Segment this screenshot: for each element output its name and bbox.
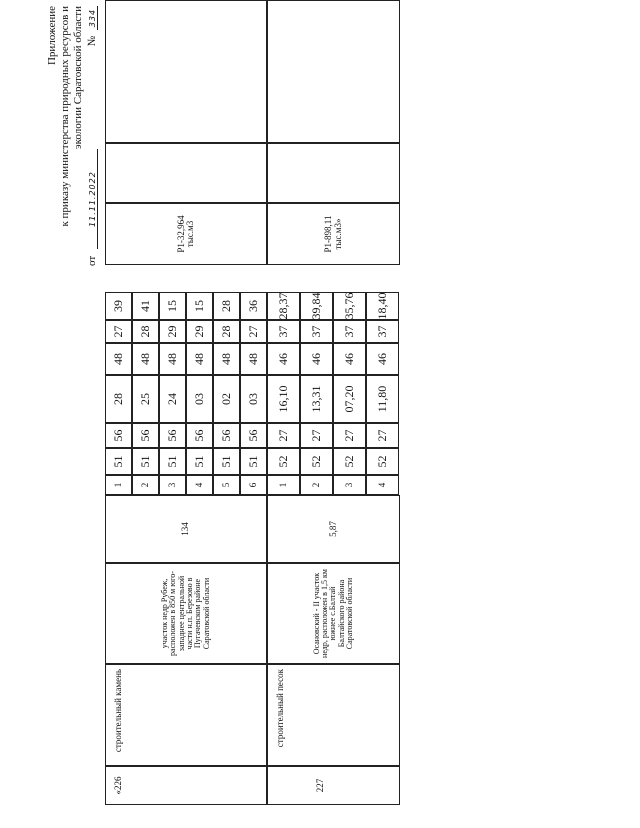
coordinate-cell: 2 bbox=[300, 475, 333, 495]
resources-cell: P1-32,964 тыс.м3 bbox=[105, 203, 267, 265]
coordinate-cell: 39 bbox=[105, 292, 132, 320]
coordinate-cell: 3 bbox=[159, 475, 186, 495]
coordinate-cell: 52 bbox=[366, 448, 399, 475]
coordinate-cell: 37 bbox=[267, 320, 300, 343]
area-cell: 5,87 bbox=[267, 495, 400, 563]
coordinate-cell: 16,10 bbox=[267, 375, 300, 423]
coordinate-cell: 07,20 bbox=[333, 375, 366, 423]
coordinate-cell: 51 bbox=[132, 448, 159, 475]
coordinate-cell: 39,84 bbox=[300, 292, 333, 320]
coordinate-cell: 37 bbox=[300, 320, 333, 343]
coordinate-cell: 18,40 bbox=[366, 292, 399, 320]
coordinate-cell: 37 bbox=[333, 320, 366, 343]
mineral-type-cell: строительный песок bbox=[267, 664, 400, 766]
coordinate-cell: 56 bbox=[132, 423, 159, 448]
coordinate-cell: 11,80 bbox=[366, 375, 399, 423]
coordinate-cell: 4 bbox=[186, 475, 213, 495]
empty-cell bbox=[267, 143, 400, 203]
header-line-order: к приказу министерства природных ресурсов и bbox=[59, 6, 71, 227]
coordinate-cell: 03 bbox=[186, 375, 213, 423]
coordinate-cell: 56 bbox=[186, 423, 213, 448]
coordinate-cell: 27 bbox=[267, 423, 300, 448]
header-title: Приложение bbox=[46, 6, 58, 66]
coordinate-cell: 36 bbox=[240, 292, 267, 320]
coordinate-cell: 56 bbox=[105, 423, 132, 448]
coordinate-cell: 48 bbox=[132, 343, 159, 375]
coordinate-cell: 52 bbox=[333, 448, 366, 475]
coordinate-cell: 25 bbox=[132, 375, 159, 423]
coordinate-cell: 24 bbox=[159, 375, 186, 423]
coordinate-cell: 28 bbox=[132, 320, 159, 343]
coordinate-cell: 48 bbox=[240, 343, 267, 375]
coordinate-cell: 29 bbox=[186, 320, 213, 343]
coordinate-cell: 1 bbox=[105, 475, 132, 495]
coordinate-cell: 51 bbox=[186, 448, 213, 475]
resources-cell: P1-898,11 тыс.м3» bbox=[267, 203, 400, 265]
coordinate-cell: 28,37 bbox=[267, 292, 300, 320]
empty-cell bbox=[105, 143, 267, 203]
coordinate-cell: 51 bbox=[105, 448, 132, 475]
number-prefix: № bbox=[86, 35, 98, 47]
coordinate-cell: 28 bbox=[105, 375, 132, 423]
empty-cell bbox=[105, 0, 267, 143]
coordinate-cell: 15 bbox=[186, 292, 213, 320]
header-line-ministry: экологии Саратовской области bbox=[72, 6, 84, 150]
coordinate-cell: 52 bbox=[300, 448, 333, 475]
coordinate-cell: 35,76 bbox=[333, 292, 366, 320]
coordinate-cell: 51 bbox=[159, 448, 186, 475]
coordinate-cell: 27 bbox=[366, 423, 399, 448]
date-prefix: от bbox=[86, 255, 98, 266]
coordinate-cell: 48 bbox=[186, 343, 213, 375]
coordinate-cell: 48 bbox=[159, 343, 186, 375]
coordinate-cell: 27 bbox=[300, 423, 333, 448]
coordinate-cell: 56 bbox=[159, 423, 186, 448]
coordinate-cell: 56 bbox=[213, 423, 240, 448]
coordinate-cell: 3 bbox=[333, 475, 366, 495]
coordinate-cell: 29 bbox=[159, 320, 186, 343]
coordinate-cell: 6 bbox=[240, 475, 267, 495]
coordinate-cell: 03 bbox=[240, 375, 267, 423]
coordinate-cell: 27 bbox=[333, 423, 366, 448]
coordinate-cell: 46 bbox=[300, 343, 333, 375]
handwritten-number: 334 bbox=[88, 6, 98, 30]
coordinate-cell: 4 bbox=[366, 475, 399, 495]
coordinate-cell: 46 bbox=[366, 343, 399, 375]
coordinate-cell: 48 bbox=[105, 343, 132, 375]
row-index-cell: 227 bbox=[267, 766, 400, 805]
coordinate-cell: 5 bbox=[213, 475, 240, 495]
mineral-type-cell: строительный камень bbox=[105, 664, 267, 766]
coordinate-cell: 56 bbox=[240, 423, 267, 448]
handwritten-date: 11.11.2022 bbox=[88, 149, 98, 249]
coordinate-cell: 28 bbox=[213, 320, 240, 343]
coordinate-cell: 52 bbox=[267, 448, 300, 475]
coordinate-cell: 2 bbox=[132, 475, 159, 495]
empty-cell bbox=[267, 0, 400, 143]
coordinate-cell: 48 bbox=[213, 343, 240, 375]
site-location-cell: Осановский - II участок недр, расположен в 1,5 км южнее с.Балтай Балтайского района Саратовской области bbox=[267, 563, 400, 664]
coordinate-cell: 1 bbox=[267, 475, 300, 495]
coordinate-cell: 51 bbox=[240, 448, 267, 475]
coordinate-cell: 51 bbox=[213, 448, 240, 475]
site-location-cell: участок недр Рубеж, расположен в 850 м юго-западнее центральной части н.п. Березово в Пугачевском районе Саратовской области bbox=[105, 563, 267, 664]
area-cell: 134 bbox=[105, 495, 267, 563]
coordinate-cell: 27 bbox=[105, 320, 132, 343]
coordinate-cell: 46 bbox=[333, 343, 366, 375]
coordinate-cell: 02 bbox=[213, 375, 240, 423]
row-index-cell: «226 bbox=[105, 766, 267, 805]
coordinate-cell: 27 bbox=[240, 320, 267, 343]
coordinate-cell: 46 bbox=[267, 343, 300, 375]
coordinate-cell: 15 bbox=[159, 292, 186, 320]
coordinate-cell: 37 bbox=[366, 320, 399, 343]
coordinate-cell: 13,31 bbox=[300, 375, 333, 423]
coordinate-cell: 28 bbox=[213, 292, 240, 320]
coordinate-cell: 41 bbox=[132, 292, 159, 320]
